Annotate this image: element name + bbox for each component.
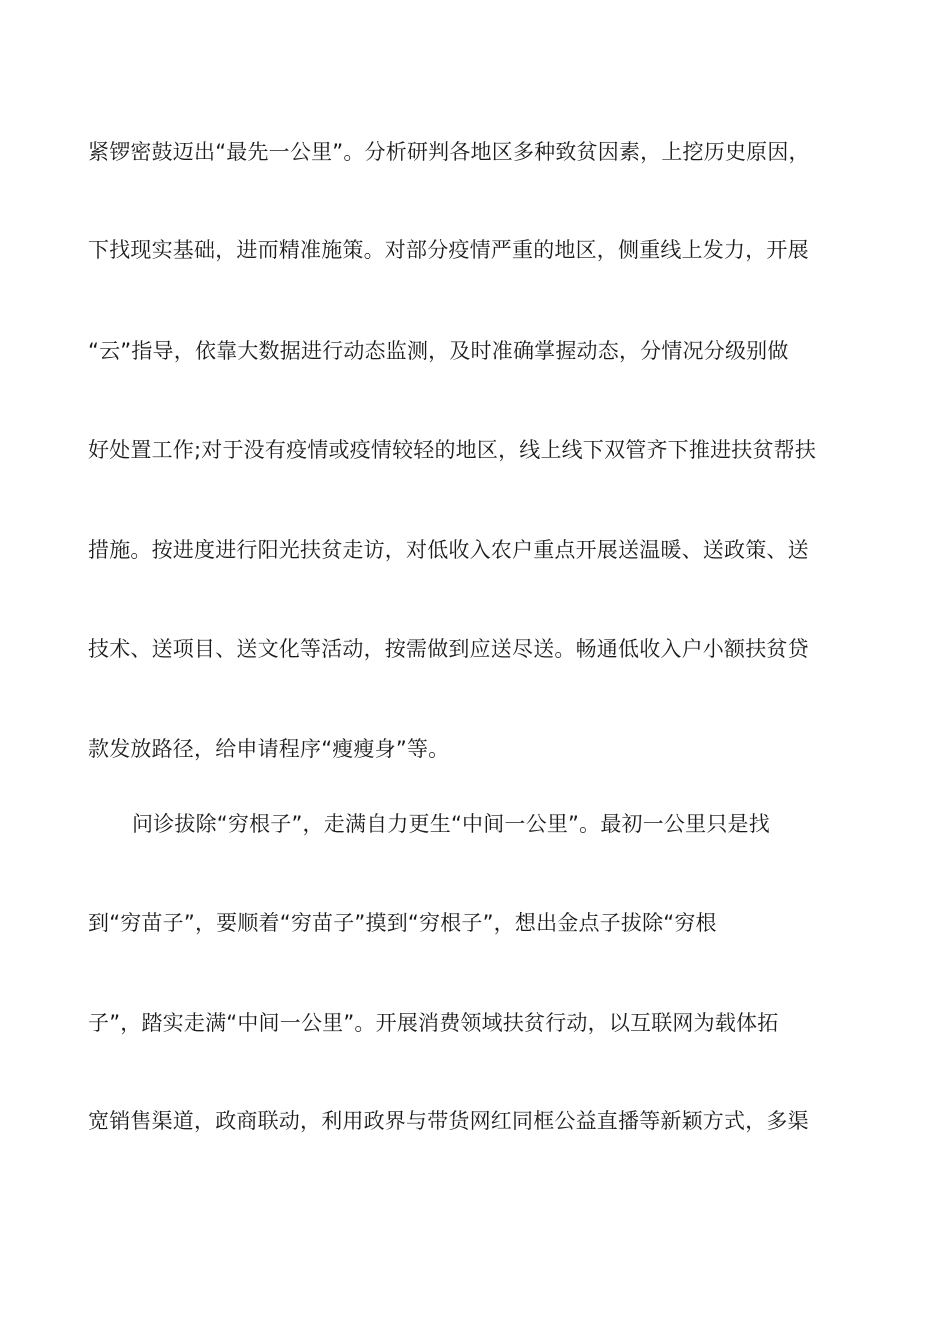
text-line-7: 款发放路径，给申请程序“瘦瘦身”等。 <box>88 737 450 761</box>
text-line-10: 子”，踏实走满“中间一公里”。开展消费领域扶贫行动，以互联网为载体拓 <box>88 1011 779 1035</box>
text-line-3: “云”指导，依靠大数据进行动态监测，及时准确掌握动态，分情况分级别做 <box>88 339 789 363</box>
paragraph-2-first-line: 问诊拔除“穷根子”，走满自力更生“中间一公里”。最初一公里只是找 <box>132 812 770 836</box>
text-line-5: 措施。按进度进行阳光扶贫走访，对低收入农户重点开展送温暖、送政策、送 <box>88 538 809 562</box>
text-line-11: 宽销售渠道，政商联动，利用政界与带货网红同框公益直播等新颖方式，多渠 <box>88 1109 809 1133</box>
text-line-4: 好处置工作;对于没有疫情或疫情较轻的地区，线上线下双管齐下推进扶贫帮扶 <box>88 438 817 462</box>
text-line-2: 下找现实基础，进而精准施策。对部分疫情严重的地区，侧重线上发力，开展 <box>88 238 809 262</box>
text-line-6: 技术、送项目、送文化等活动，按需做到应送尽送。畅通低收入户小额扶贫贷 <box>88 637 809 661</box>
text-line-9: 到“穷苗子”，要顺着“穷苗子”摸到“穷根子”，想出金点子拔除“穷根 <box>88 911 717 935</box>
text-line-1: 紧锣密鼓迈出“最先一公里”。分析研判各地区多种致贫因素，上挖历史原因， <box>88 140 810 164</box>
